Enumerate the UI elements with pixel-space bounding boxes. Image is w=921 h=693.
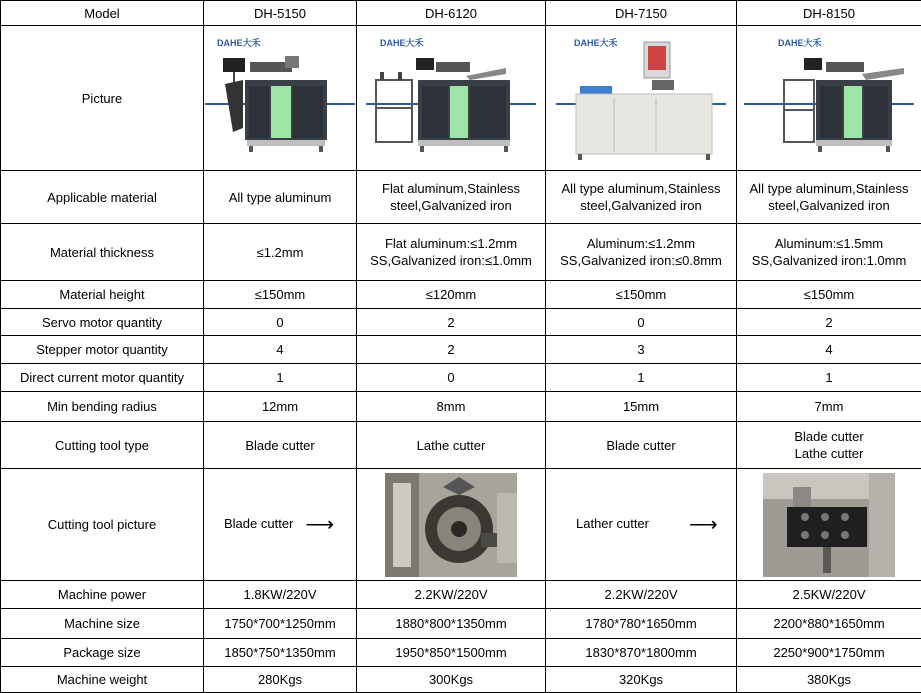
cell-text: All type aluminum xyxy=(206,189,354,206)
cell-text: Blade cutter xyxy=(739,428,919,445)
row-label: Machine power xyxy=(1,581,204,609)
cell-dh-7150: 1 xyxy=(546,364,737,392)
row-label: Direct current motor quantity xyxy=(1,364,204,392)
model-dh-7150: DH-7150 xyxy=(546,1,737,26)
cell-dh-8150: 380Kgs xyxy=(737,667,921,693)
cell-dh-6120: ≤120mm xyxy=(357,281,546,309)
cell-dh-5150 xyxy=(204,171,357,224)
cell-dh-6120: 0 xyxy=(357,364,546,392)
cell-dh-7150: 1780*780*1650mm xyxy=(546,609,737,639)
cell-dh-8150: 7mm xyxy=(737,392,921,422)
row-label: Applicable material xyxy=(1,171,204,224)
cell-dh-6120: 1880*800*1350mm xyxy=(357,609,546,639)
cell-dh-6120: 2.2KW/220V xyxy=(357,581,546,609)
cutter-note-text: Lather cutter xyxy=(576,515,649,532)
cell-dh-6120: 1950*850*1500mm xyxy=(357,639,546,667)
model-dh-5150: DH-5150 xyxy=(204,1,357,26)
cell-dh-7150: ≤150mm xyxy=(546,281,737,309)
row-label: Material height xyxy=(1,281,204,309)
machine-picture-dh-5150 xyxy=(204,26,357,171)
cell-dh-5150: 1 xyxy=(204,364,357,392)
blade-cutter-picture xyxy=(357,469,546,581)
cell-text: All type aluminum,Stainless xyxy=(739,180,919,197)
cell-dh-6120: 2 xyxy=(357,336,546,364)
row-package-size xyxy=(1,639,921,667)
row-min-bending-radius xyxy=(1,392,921,422)
cell-dh-7150: 0 xyxy=(546,309,737,336)
arrow-right-icon: ⟶ xyxy=(689,517,718,534)
row-label: Cutting tool type xyxy=(1,422,204,469)
cell-text: SS,Galvanized iron:≤1.0mm xyxy=(359,252,543,269)
cell-dh-7150: 320Kgs xyxy=(546,667,737,693)
cell-dh-7150: 1830*870*1800mm xyxy=(546,639,737,667)
cell-dh-8150 xyxy=(737,422,921,469)
lathe-cutter-image xyxy=(763,473,895,577)
cell-dh-8150 xyxy=(737,224,921,281)
cell-text: Aluminum:≤1.2mm xyxy=(548,235,734,252)
row-label: Package size xyxy=(1,639,204,667)
row-label: Cutting tool picture xyxy=(1,469,204,581)
machine-picture-dh-6120 xyxy=(357,26,546,171)
cell-dh-8150: ≤150mm xyxy=(737,281,921,309)
arrow-right-icon: ⟶ xyxy=(305,517,334,534)
cell-dh-8150: 2 xyxy=(737,309,921,336)
cell-dh-6120 xyxy=(357,171,546,224)
brand-logo: DAHE大禾 xyxy=(217,37,261,48)
row-label: Stepper motor quantity xyxy=(1,336,204,364)
model-dh-8150: DH-8150 xyxy=(737,1,921,26)
cell-text: ≤1.2mm xyxy=(206,244,354,261)
cell-dh-6120: 300Kgs xyxy=(357,667,546,693)
row-cutting-tool-picture xyxy=(1,469,921,581)
cell-dh-8150: 4 xyxy=(737,336,921,364)
cell-text: Flat aluminum:≤1.2mm xyxy=(359,235,543,252)
cell-dh-5150 xyxy=(204,224,357,281)
cell-dh-5150: 12mm xyxy=(204,392,357,422)
cell-dh-8150: 1 xyxy=(737,364,921,392)
cell-dh-8150: 2250*900*1750mm xyxy=(737,639,921,667)
cell-text: Blade cutter xyxy=(206,437,354,454)
row-label: Machine weight xyxy=(1,667,204,693)
cell-dh-5150: 280Kgs xyxy=(204,667,357,693)
cutter-note-text: Blade cutter xyxy=(224,515,293,532)
row-machine-weight xyxy=(1,667,921,693)
row-cutting-tool-type xyxy=(1,422,921,469)
cell-dh-5150: ≤150mm xyxy=(204,281,357,309)
lathe-cutter-picture xyxy=(737,469,921,581)
cell-dh-8150: 2200*880*1650mm xyxy=(737,609,921,639)
machine-image xyxy=(366,28,536,168)
cell-text: Lathe cutter xyxy=(359,437,543,454)
machine-picture-dh-8150 xyxy=(737,26,921,171)
cell-dh-7150: 2.2KW/220V xyxy=(546,581,737,609)
row-label: Material thickness xyxy=(1,224,204,281)
cell-text: SS,Galvanized iron:1.0mm xyxy=(739,252,919,269)
cell-dh-5150: 1850*750*1350mm xyxy=(204,639,357,667)
cell-text: Blade cutter xyxy=(548,437,734,454)
cell-dh-7150 xyxy=(546,422,737,469)
cutter-note-right xyxy=(546,469,737,581)
cell-text: SS,Galvanized iron:≤0.8mm xyxy=(548,252,734,269)
cell-dh-8150: 2.5KW/220V xyxy=(737,581,921,609)
row-dc-motor xyxy=(1,364,921,392)
cell-dh-7150: 3 xyxy=(546,336,737,364)
brand-logo: DAHE大禾 xyxy=(778,37,822,48)
picture-row xyxy=(1,26,921,171)
model-dh-6120: DH-6120 xyxy=(357,1,546,26)
header-label: Model xyxy=(1,1,204,26)
cell-text: steel,Galvanized iron xyxy=(548,197,734,214)
cell-dh-7150 xyxy=(546,224,737,281)
cutter-note-left xyxy=(204,469,357,581)
cell-dh-5150: 1750*700*1250mm xyxy=(204,609,357,639)
machine-image xyxy=(744,28,914,168)
cell-dh-7150 xyxy=(546,171,737,224)
machine-image xyxy=(556,28,726,168)
brand-logo: DAHE大禾 xyxy=(574,37,618,48)
cell-text: steel,Galvanized iron xyxy=(359,197,543,214)
cell-dh-5150: 4 xyxy=(204,336,357,364)
row-machine-power xyxy=(1,581,921,609)
row-label: Servo motor quantity xyxy=(1,309,204,336)
picture-label: Picture xyxy=(1,26,204,171)
cell-dh-6120 xyxy=(357,422,546,469)
machine-image xyxy=(205,28,355,168)
cell-dh-5150: 0 xyxy=(204,309,357,336)
row-label: Machine size xyxy=(1,609,204,639)
row-material-height xyxy=(1,281,921,309)
cell-dh-6120 xyxy=(357,224,546,281)
cell-dh-7150: 15mm xyxy=(546,392,737,422)
cell-text: steel,Galvanized iron xyxy=(739,197,919,214)
blade-cutter-image xyxy=(385,473,517,577)
cell-text: All type aluminum,Stainless xyxy=(548,180,734,197)
row-label: Min bending radius xyxy=(1,392,204,422)
brand-logo: DAHE大禾 xyxy=(380,37,424,48)
row-machine-size xyxy=(1,609,921,639)
row-material-thickness xyxy=(1,224,921,281)
cell-dh-6120: 8mm xyxy=(357,392,546,422)
cell-dh-6120: 2 xyxy=(357,309,546,336)
cell-dh-5150 xyxy=(204,422,357,469)
cell-text: Aluminum:≤1.5mm xyxy=(739,235,919,252)
header-row xyxy=(1,1,921,26)
cell-text: Lathe cutter xyxy=(739,445,919,462)
row-servo-motor xyxy=(1,309,921,336)
row-applicable-material xyxy=(1,171,921,224)
row-stepper-motor xyxy=(1,336,921,364)
machine-picture-dh-7150 xyxy=(546,26,737,171)
cell-text: Flat aluminum,Stainless xyxy=(359,180,543,197)
cell-dh-5150: 1.8KW/220V xyxy=(204,581,357,609)
cell-dh-8150 xyxy=(737,171,921,224)
